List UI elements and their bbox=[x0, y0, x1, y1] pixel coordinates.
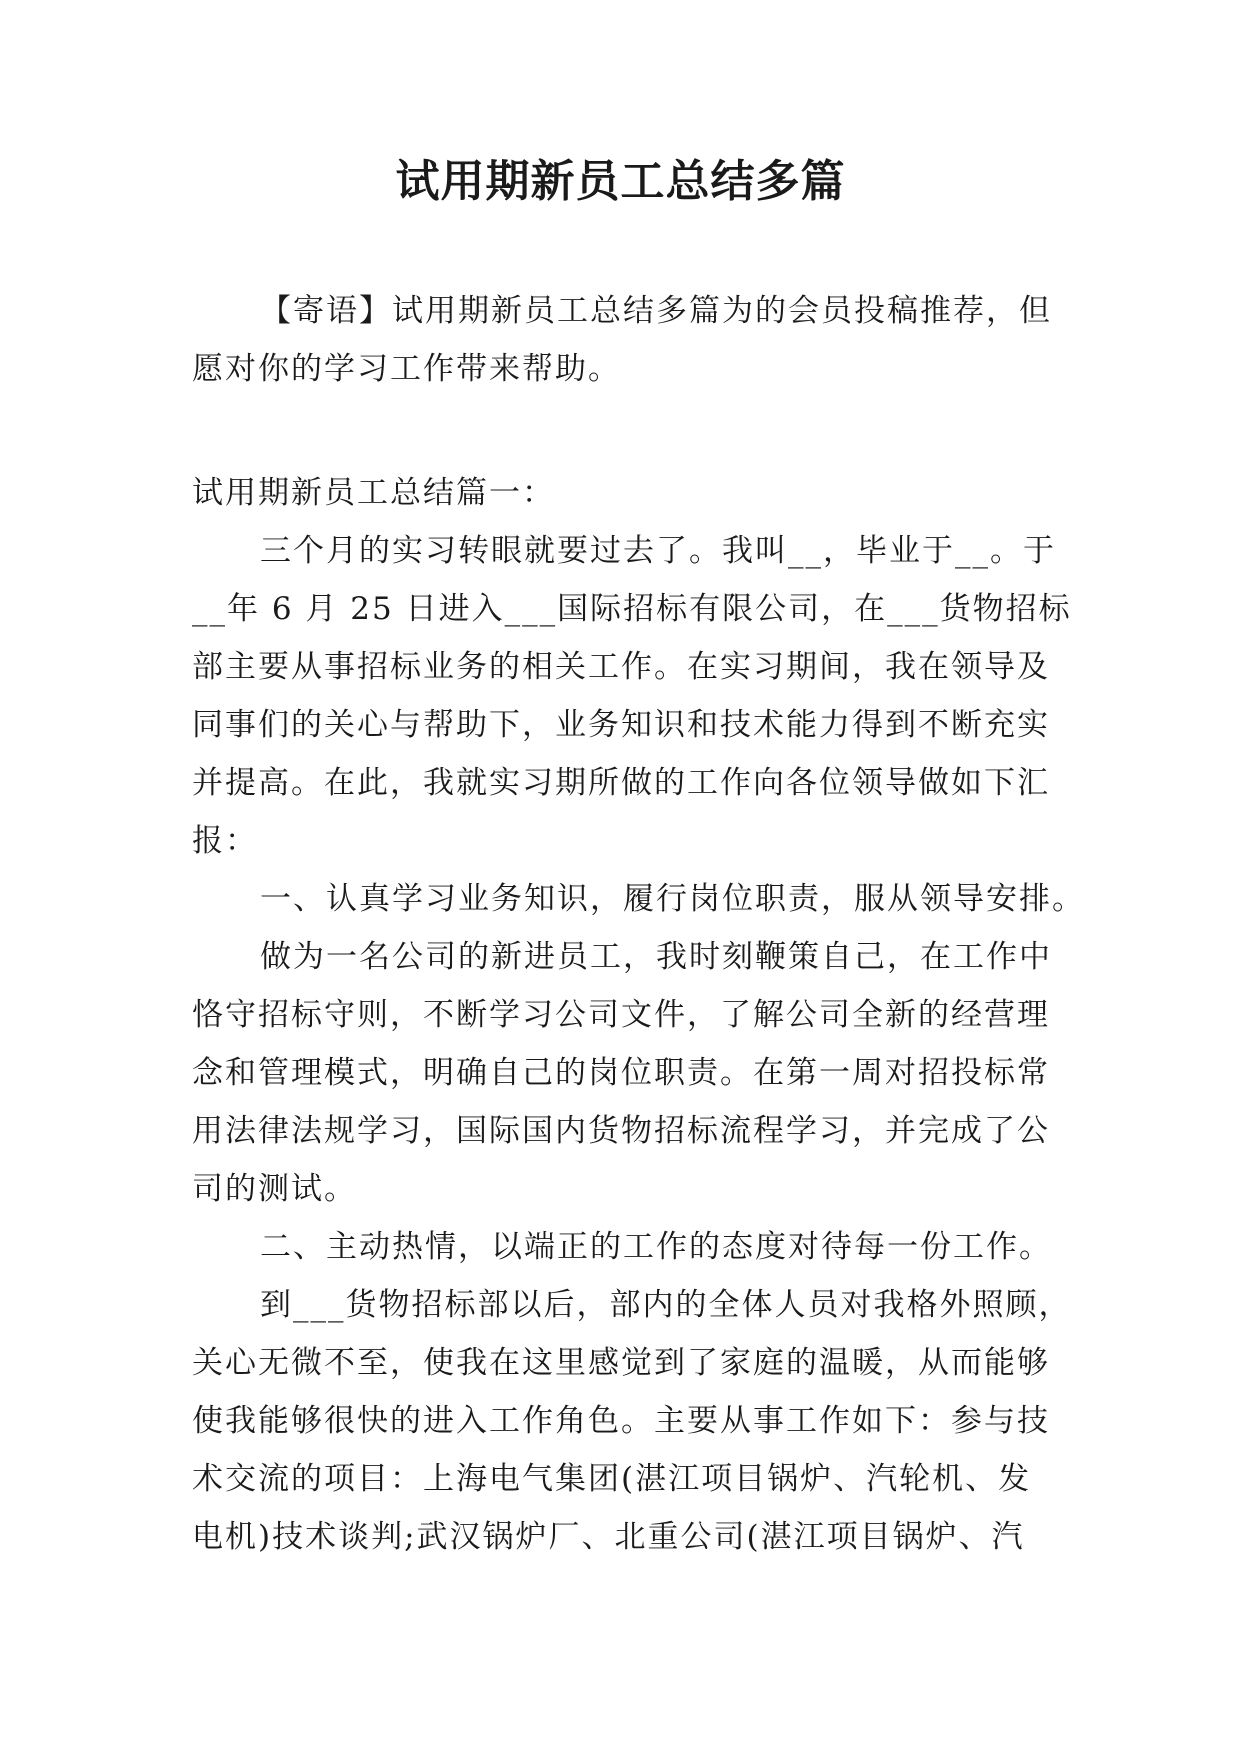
paragraph-line: 报： bbox=[192, 823, 258, 859]
paragraph-line: 使我能够很快的进入工作角色。主要从事工作如下：参与技 bbox=[192, 1403, 1050, 1439]
paragraph-line: 三个月的实习转眼就要过去了。我叫__，毕业于__。于 bbox=[260, 533, 1056, 569]
subheading-line: 二、主动热情，以端正的工作的态度对待每一份工作。 bbox=[260, 1229, 1052, 1265]
document-body bbox=[192, 464, 1085, 1566]
paragraph-line: 部主要从事招标业务的相关工作。在实习期间，我在领导及 bbox=[192, 649, 1050, 685]
document-title: 试用期新员工总结多篇 bbox=[395, 156, 846, 207]
paragraph-line: 念和管理模式，明确自己的岗位职责。在第一周对招投标常 bbox=[192, 1055, 1050, 1091]
paragraph-line: 恪守招标守则，不断学习公司文件，了解公司全新的经营理 bbox=[192, 997, 1050, 1033]
paragraph-line: 电机)技术谈判;武汉锅炉厂、北重公司(湛江项目锅炉、汽 bbox=[192, 1519, 1025, 1555]
paragraph-line: 关心无微不至，使我在这里感觉到了家庭的温暖，从而能够 bbox=[192, 1345, 1050, 1381]
subheading-line: 一、认真学习业务知识，履行岗位职责，服从领导安排。 bbox=[260, 881, 1085, 917]
intro-line: 愿对你的学习工作带来帮助。 bbox=[192, 351, 621, 387]
paragraph-line: 司的测试。 bbox=[192, 1171, 357, 1207]
paragraph-line: 术交流的项目：上海电气集团(湛江项目锅炉、汽轮机、发 bbox=[192, 1461, 1032, 1497]
paragraph-line: 用法律法规学习，国际国内货物招标流程学习，并完成了公 bbox=[192, 1113, 1050, 1149]
intro-paragraph bbox=[192, 282, 1062, 398]
section-heading: 试用期新员工总结篇一： bbox=[192, 475, 555, 511]
paragraph-line: 同事们的关心与帮助下，业务知识和技术能力得到不断充实 bbox=[192, 707, 1050, 743]
paragraph-line: 并提高。在此，我就实习期所做的工作向各位领导做如下汇 bbox=[192, 765, 1050, 801]
paragraph-line: 做为一名公司的新进员工，我时刻鞭策自己，在工作中 bbox=[260, 939, 1052, 975]
paragraph-line: __年 6 月 25 日进入___国际招标有限公司，在___货物招标 bbox=[192, 591, 1072, 627]
paragraph-line: 到___货物招标部以后，部内的全体人员对我格外照顾， bbox=[260, 1287, 1072, 1323]
intro-line: 【寄语】试用期新员工总结多篇为的会员投稿推荐，但 bbox=[260, 293, 1052, 329]
